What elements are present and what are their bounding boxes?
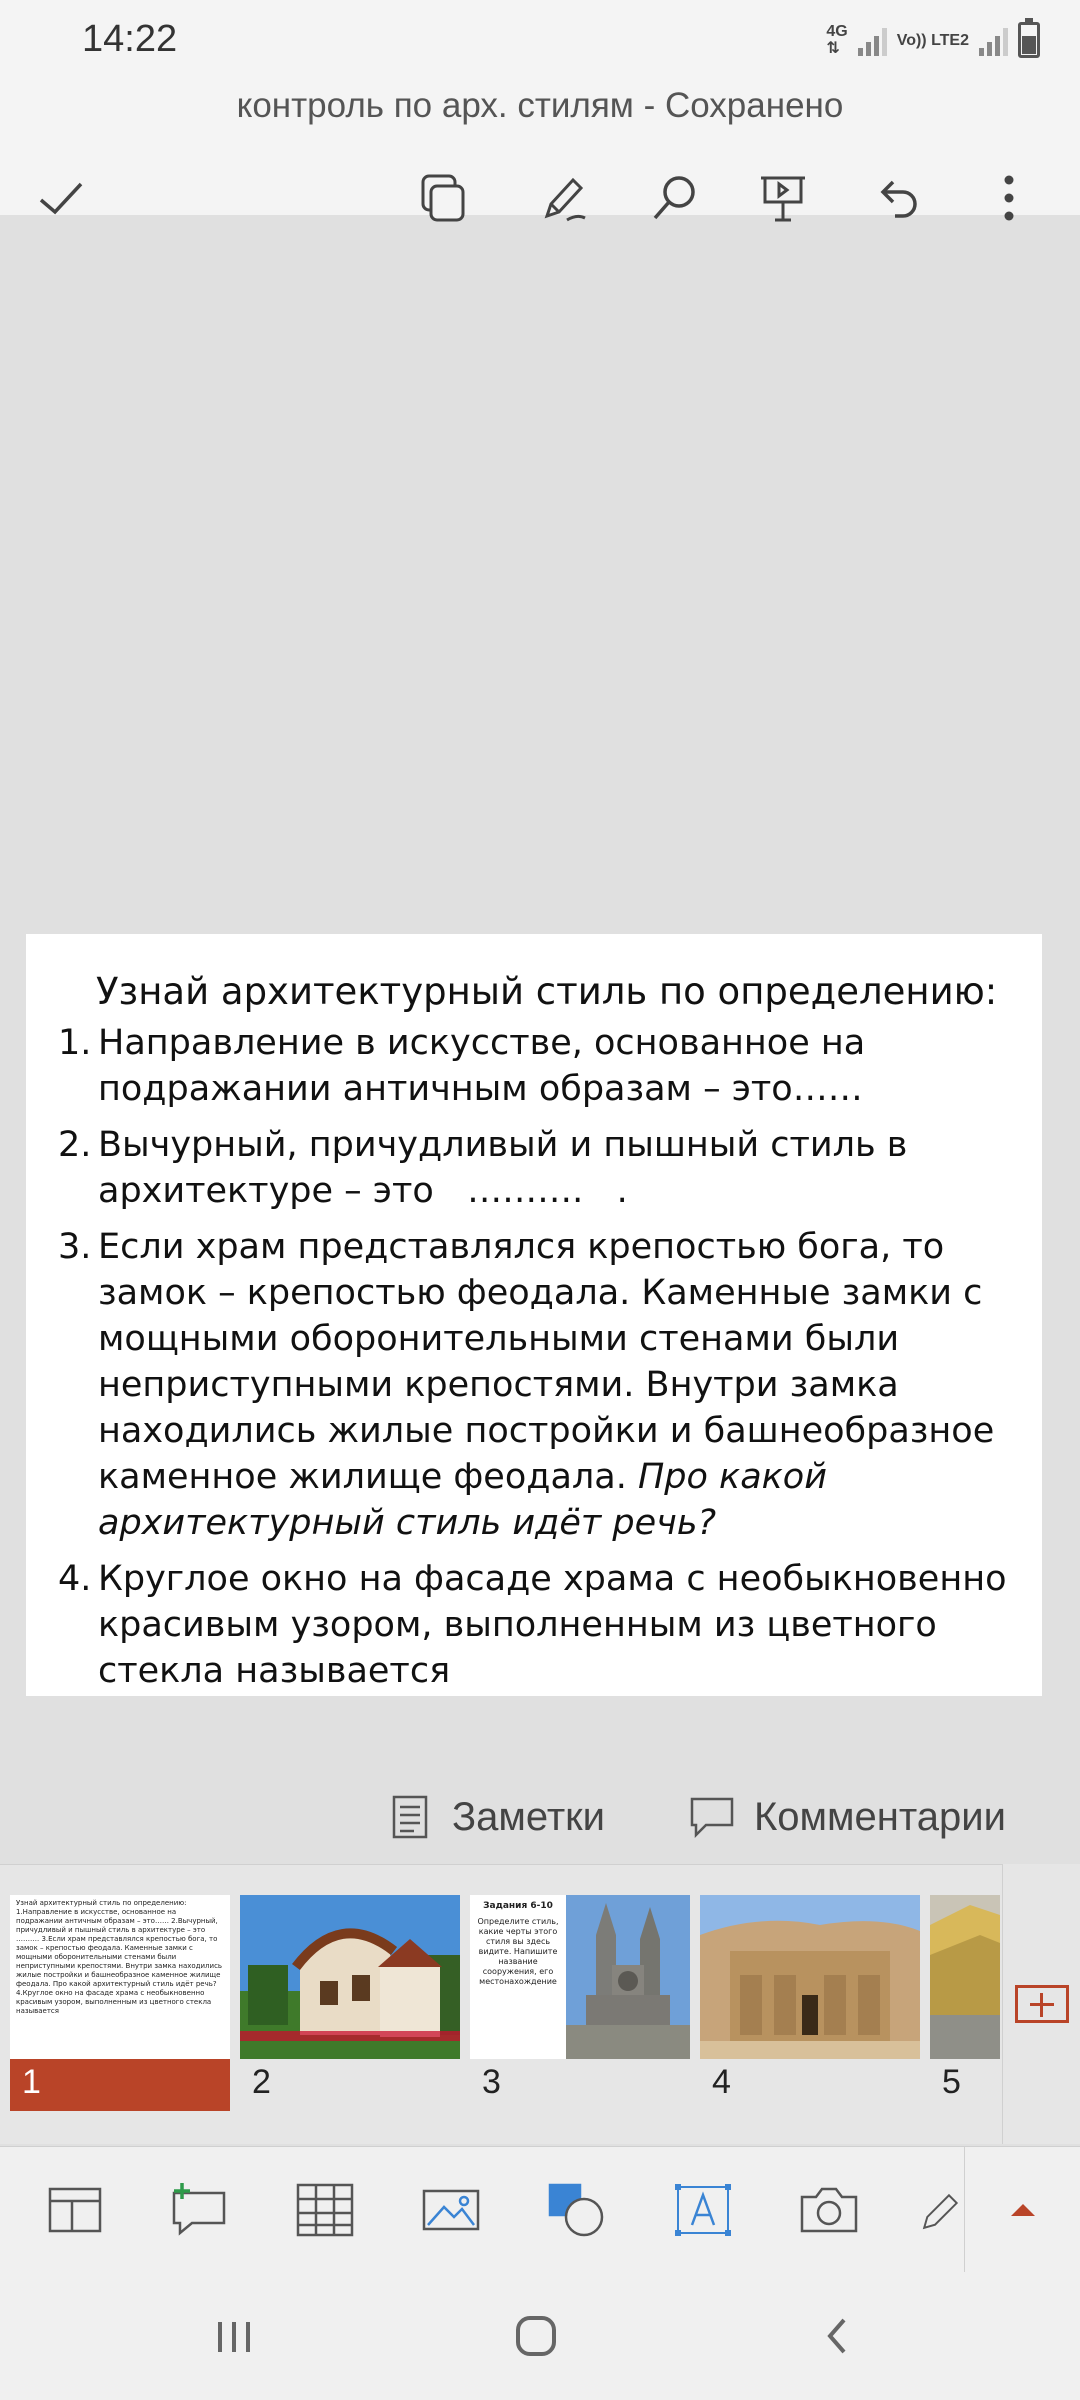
thumbnail-mini-title: Задания 6-10	[483, 1901, 553, 1911]
search-icon[interactable]	[640, 163, 710, 233]
notes-comments-bar	[0, 1768, 1080, 1864]
question-text: Направление в искусстве, основанное на подражании античным образам – это……	[98, 1023, 866, 1109]
recent-apps-icon[interactable]	[202, 2304, 266, 2368]
slide-thumbnail[interactable]	[930, 1895, 1000, 2145]
add-slide-icon	[1015, 1985, 1069, 2023]
insert-toolbar	[0, 2146, 1080, 2272]
thumbnail-preview-temple	[700, 1895, 920, 2059]
question-number: 3.	[58, 1227, 92, 1267]
network-lte-label: Vo)) LTE2	[896, 31, 969, 49]
thumbnail-preview-cathedral	[470, 1895, 690, 2059]
draw-pen-icon[interactable]	[530, 163, 600, 233]
question-item[interactable]	[58, 1224, 1042, 1546]
thumbnail-number: 1	[22, 2063, 41, 2101]
system-navigation-bar	[0, 2272, 1080, 2400]
slide-thumbnail[interactable]	[10, 1895, 230, 2145]
thumbnail-selected-bar	[10, 2059, 230, 2111]
signal-icon	[858, 24, 887, 56]
question-number: 4.	[58, 1559, 92, 1599]
caret-up-icon	[1011, 2204, 1035, 2216]
comments-button[interactable]	[688, 1790, 1006, 1844]
slide-title[interactable]: Узнай архитектурный стиль по определению:	[96, 970, 998, 1013]
comments-label: Комментарии	[754, 1794, 1006, 1839]
question-number: 1.	[58, 1023, 92, 1063]
picture-icon[interactable]	[418, 2177, 484, 2243]
pen-icon[interactable]	[918, 2177, 966, 2243]
question-item[interactable]	[58, 1020, 1042, 1112]
thumbnail-preview-house	[240, 1895, 460, 2059]
slide-canvas[interactable]	[0, 256, 1080, 1768]
more-vert-icon[interactable]	[974, 163, 1044, 233]
check-icon[interactable]	[26, 163, 96, 233]
question-item[interactable]	[58, 1122, 1042, 1214]
thumbnail-preview	[10, 1895, 230, 2059]
thumbnail-number: 2	[252, 2063, 271, 2101]
back-icon[interactable]	[806, 2304, 870, 2368]
status-time: 14:22	[82, 18, 178, 60]
thumbnail-preview-modern	[930, 1895, 1000, 2059]
layout-icon[interactable]	[42, 2177, 108, 2243]
copy-icon[interactable]	[408, 163, 478, 233]
question-text: Если храм представлялся крепостью бога, то замок – крепостью феодала. Каменные замки с мощными оборонительными стенами были неприступными крепостями. Внутри замка находились жилые постройки и башнеобразное каменное жилище феодала.	[98, 1227, 995, 1497]
table-icon[interactable]	[292, 2177, 358, 2243]
slide-thumbnail[interactable]	[240, 1895, 460, 2145]
undo-icon[interactable]	[862, 163, 932, 233]
network-4g-label: 4G ⇅	[826, 23, 848, 57]
present-icon[interactable]	[748, 163, 818, 233]
battery-icon	[1018, 22, 1040, 58]
camera-icon[interactable]	[796, 2177, 862, 2243]
document-title[interactable]: контроль по арх. стилям - Сохранено	[236, 86, 844, 125]
expand-toolbar-button[interactable]	[964, 2147, 1080, 2273]
current-slide[interactable]	[26, 934, 1042, 1696]
status-bar	[0, 0, 1080, 80]
question-italic-text: Про какой архитектурный стиль идёт речь?	[98, 1457, 827, 1543]
question-number: 2.	[58, 1125, 92, 1165]
status-icons	[826, 18, 1040, 62]
thumbnail-number: 4	[712, 2063, 731, 2101]
add-slide-button[interactable]	[1002, 1864, 1080, 2144]
home-icon[interactable]	[504, 2304, 568, 2368]
thumbnail-mini-text: Определите стиль, какие черты этого стиля вы здесь видите. Напишите название сооружения, его местонахождение	[477, 1917, 559, 1986]
question-text: Вычурный, причудливый и пышный стиль в архитектуре – это ………. .	[98, 1125, 919, 1211]
thumbnail-mini-text: Узнай архитектурный стиль по определению: 1.Направление в искусстве, основанное на подражании античным образам – это…… 2.Вычурный, причудливый и пышный стиль в архитектуре – это ………. 3.Если храм представлялся крепостью бога, то замок – крепостью феодала. Каменные замки с мощными оборонительными стенами были неприступными крепостями. Внутри замка находились жилые постройки и башнеобразное каменное жилище феодала. Про какой архитектурный стиль идёт речь? 4.Круглое окно на фасаде храма с необыкновенно красивым узором, выполненным из цветного стекла называется	[16, 1899, 223, 2015]
slide-thumbnail[interactable]	[470, 1895, 690, 2145]
text-box-icon[interactable]	[670, 2177, 736, 2243]
question-item[interactable]	[58, 1556, 1042, 1694]
notes-icon	[386, 1793, 434, 1841]
question-text: Круглое окно на фасаде храма с необыкновенно красивым узором, выполненным из цветного стекла называется	[98, 1559, 1007, 1691]
notes-label: Заметки	[452, 1794, 605, 1839]
notes-button[interactable]	[386, 1790, 605, 1844]
slide-thumbnail[interactable]	[700, 1895, 920, 2145]
new-comment-icon[interactable]	[166, 2177, 232, 2243]
signal-2-icon	[979, 24, 1008, 56]
slide-thumbnail-strip[interactable]	[0, 1864, 1080, 2144]
thumbnail-number: 3	[482, 2063, 501, 2101]
slide-question-list[interactable]	[58, 1020, 1042, 1704]
shapes-icon[interactable]	[544, 2177, 610, 2243]
thumbnail-number: 5	[942, 2063, 961, 2101]
comment-icon	[688, 1793, 736, 1841]
